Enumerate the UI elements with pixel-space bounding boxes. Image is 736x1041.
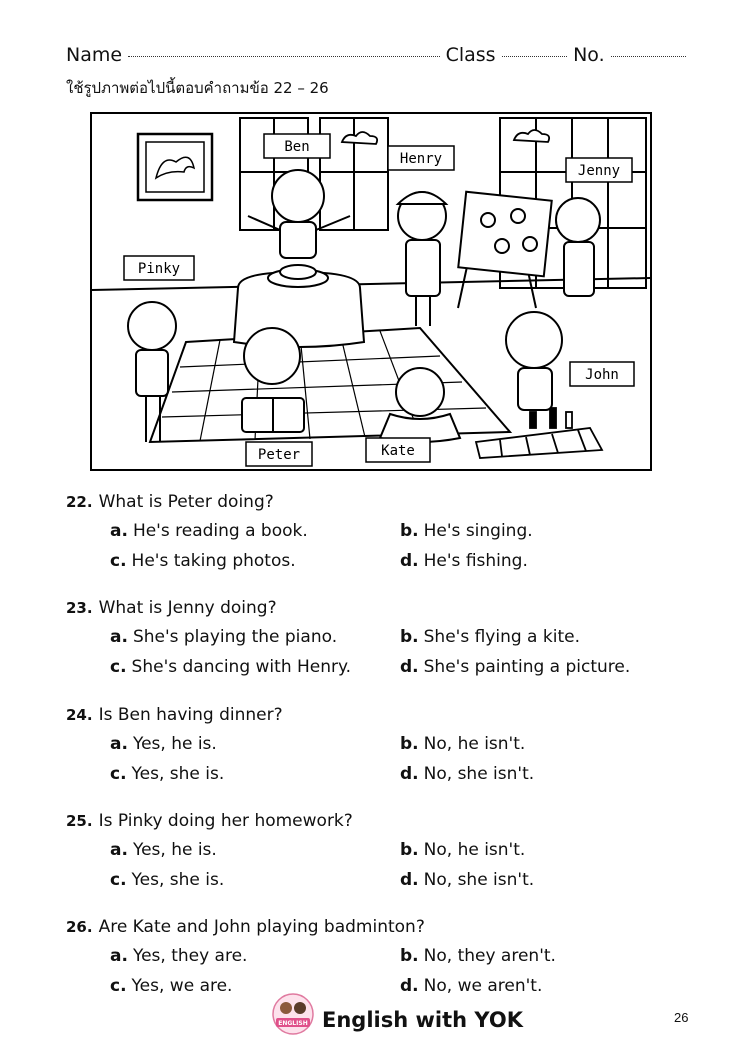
pinky-label: Pinky [137,261,181,277]
option-letter: c. [110,657,127,677]
question-25 [66,807,706,895]
option-row [66,971,706,1001]
option-b[interactable] [400,941,556,971]
jenny-label: Jenny [577,163,621,179]
option-row [66,835,706,865]
question-24 [66,701,706,789]
option-text: Yes, they are. [132,946,248,966]
question-text: What is Jenny doing? [98,598,277,618]
instruction-text: ใช้รูปภาพต่อไปนี้ตอบคำถามข้อ 22 – 26 [66,79,329,97]
question-title [66,701,706,729]
option-a[interactable] [110,729,217,759]
henry-label: Henry [399,151,443,167]
option-letter: b. [400,946,419,966]
question-title [66,913,706,941]
option-c[interactable] [110,865,224,895]
option-letter: b. [400,734,419,754]
option-letter: d. [400,764,419,784]
brand-name: English with YOK [322,1008,523,1032]
kate-label: Kate [381,443,415,459]
option-d[interactable] [400,865,534,895]
option-letter: c. [110,764,127,784]
option-letter: a. [110,840,128,860]
number-label: No. [573,44,605,66]
brand-logo-icon [270,992,316,1036]
option-letter: c. [110,870,127,890]
question-26 [66,913,706,1001]
option-row [66,941,706,971]
option-letter: a. [110,627,128,647]
option-row [66,516,706,546]
question-number: 22. [66,493,93,511]
question-title [66,594,706,622]
class-field[interactable] [502,56,567,57]
option-c[interactable] [110,546,296,576]
option-letter: d. [400,870,419,890]
option-row [66,652,706,682]
option-text: No, we aren't. [423,976,543,996]
option-row [66,759,706,789]
question-23 [66,594,706,682]
question-text: Are Kate and John playing badminton? [98,917,425,937]
question-22 [66,488,706,576]
number-field[interactable] [611,56,686,57]
class-label: Class [445,44,496,66]
option-row [66,865,706,895]
jenny-name-tag [566,158,632,182]
logo-text: ENGLISH [278,1020,308,1027]
kate-name-tag [366,438,430,462]
option-text: Yes, we are. [131,976,233,996]
option-text: She's playing the piano. [132,627,338,647]
option-letter: a. [110,521,128,541]
option-d[interactable] [400,759,534,789]
option-a[interactable] [110,516,308,546]
option-a[interactable] [110,941,247,971]
option-text: No, she isn't. [423,870,535,890]
option-text: No, they aren't. [423,946,556,966]
peter-name-tag [246,442,312,466]
option-letter: b. [400,840,419,860]
option-c[interactable] [110,759,224,789]
option-text: Yes, she is. [131,764,225,784]
peter-label: Peter [257,447,301,463]
option-letter: d. [400,976,419,996]
wall-picture [138,134,212,200]
john-name-tag [570,362,634,386]
question-title [66,488,706,516]
option-text: No, he isn't. [423,840,526,860]
option-b[interactable] [400,622,580,652]
option-a[interactable] [110,622,337,652]
option-b[interactable] [400,516,533,546]
option-letter: b. [400,521,419,541]
question-number: 24. [66,706,93,724]
option-b[interactable] [400,729,525,759]
question-title [66,807,706,835]
option-text: Yes, he is. [132,840,217,860]
question-text: What is Peter doing? [98,492,274,512]
option-letter: b. [400,627,419,647]
option-letter: c. [110,551,127,571]
pinky-name-tag [124,256,194,280]
option-letter: a. [110,734,128,754]
option-d[interactable] [400,971,542,1001]
student-info-line [66,44,692,66]
page-number: 26 [674,1010,689,1025]
option-text: No, she isn't. [423,764,535,784]
option-c[interactable] [110,971,232,1001]
option-row [66,729,706,759]
option-d[interactable] [400,652,630,682]
option-d[interactable] [400,546,528,576]
ben-label: Ben [284,139,310,155]
question-text: Is Ben having dinner? [98,705,283,725]
option-a[interactable] [110,835,217,865]
option-letter: a. [110,946,128,966]
option-text: Yes, he is. [132,734,217,754]
name-field[interactable] [128,56,440,57]
option-text: Yes, she is. [131,870,225,890]
option-text: He's singing. [423,521,533,541]
option-text: She's painting a picture. [423,657,631,677]
option-c[interactable] [110,652,351,682]
name-label: Name [66,44,123,66]
question-text: Is Pinky doing her homework? [98,811,353,831]
john-label: John [585,367,619,383]
henry-name-tag [388,146,454,170]
option-letter: d. [400,657,419,677]
option-row [66,622,706,652]
option-letter: c. [110,976,127,996]
option-text: She's flying a kite. [423,627,580,647]
option-letter: d. [400,551,419,571]
question-number: 23. [66,599,93,617]
option-text: She's dancing with Henry. [131,657,352,677]
option-text: No, he isn't. [423,734,526,754]
option-text: He's reading a book. [132,521,308,541]
ben-name-tag [264,134,330,158]
option-text: He's fishing. [423,551,528,571]
classroom-scene-illustration [90,112,652,471]
option-b[interactable] [400,835,525,865]
option-text: He's taking photos. [131,551,296,571]
option-row [66,546,706,576]
question-number: 25. [66,812,93,830]
question-number: 26. [66,918,93,936]
